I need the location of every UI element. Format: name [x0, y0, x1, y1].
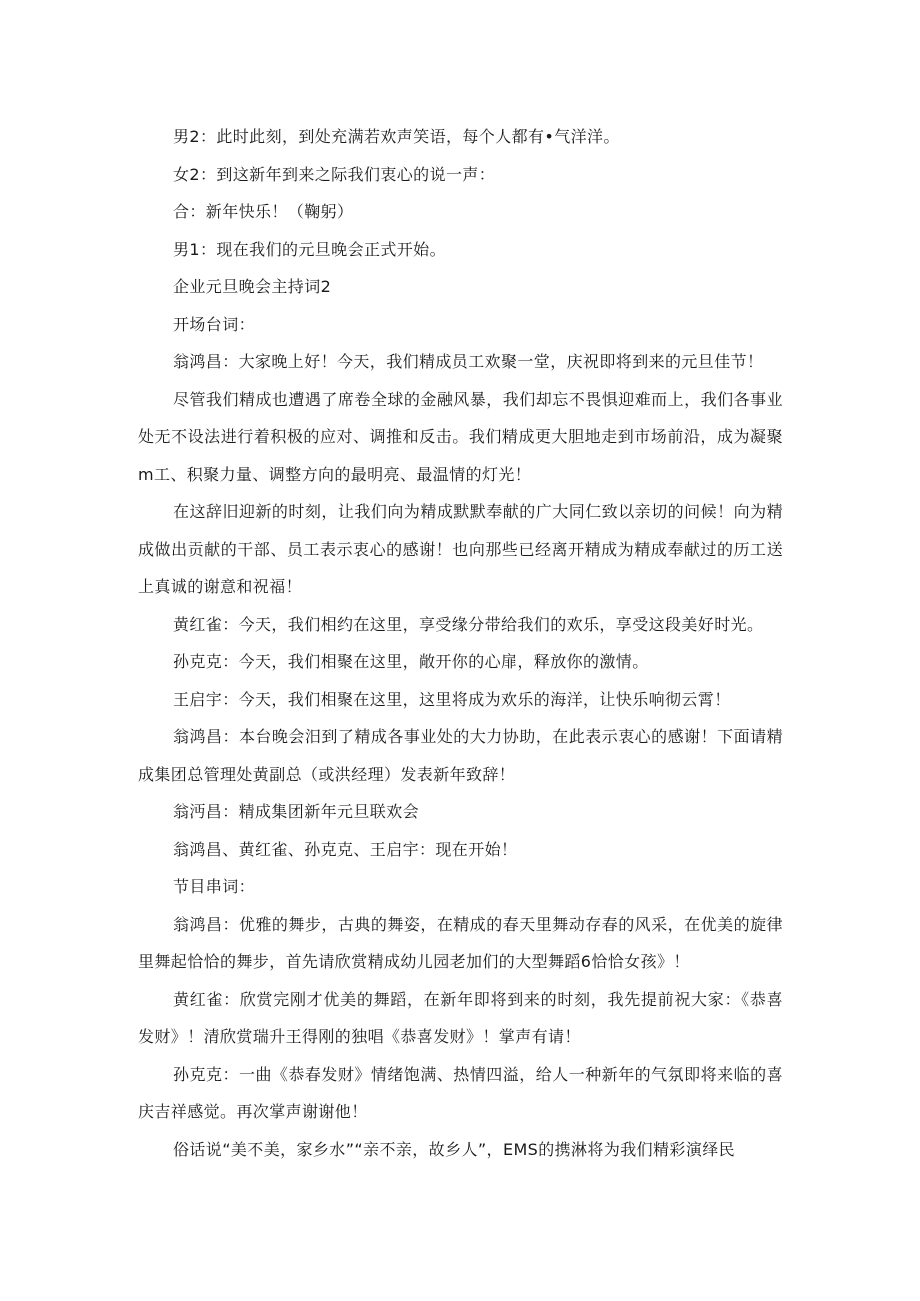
paragraph: 在这辞旧迎新的时刻，让我们向为精成默默奉献的广大同仁致以亲切的问候！向为精成做出贡献的干部、员工表示衷心的感谢！也向那些已经离开精成为精成奉献过的历工送上真诚的谢意和祝福！ — [138, 502, 783, 596]
paragraph: 翁沔昌：精成集团新年元旦联欢会 — [173, 802, 420, 821]
paragraph: 俗话说“美不美，家乡水”“亲不亲，故乡人”，EMS的携淋将为我们精彩演绎民 — [173, 1139, 736, 1159]
paragraph: 翁鸿昌：本台晚会汨到了精成各事业处的大力协助，在此表示衷心的感谢！下面请精成集团总管理处黄副总（或洪经理）发表新年致辞！ — [138, 727, 783, 784]
paragraph: 男1：现在我们的元旦晚会正式开始。 — [173, 239, 446, 259]
paragraph: 王启宇：今天，我们相聚在这里，这里将成为欢乐的海洋，让快乐响彻云霄！ — [173, 689, 731, 709]
paragraph: 合：新年快乐！（鞠躬） — [173, 202, 354, 221]
paragraph: 孙克克：今天，我们相聚在这里，敞开你的心扉，释放你的激情。 — [173, 652, 649, 671]
paragraph: 黄红雀：欣赏完刚才优美的舞蹈，在新年即将到来的时刻，我先提前祝大家：《恭喜发财》！清欣赏瑞升王得刚的独唱《恭喜发财》！掌声有请！ — [138, 989, 783, 1046]
paragraph: 翁鸿昌、黄红雀、孙克克、王启宇：现在开始！ — [173, 839, 518, 859]
document-body — [138, 118, 783, 1168]
paragraph: 黄红雀：今天，我们相约在这里，享受缘分带给我们的欢乐，享受这段美好时光。 — [173, 614, 764, 634]
paragraph: 女2：到这新年到来之际我们衷心的说一声： — [173, 164, 496, 184]
paragraph: 翁鸿昌：优雅的舞步，古典的舞姿，在精成的春天里舞动存春的风采，在优美的旋律里舞起恰恰的舞步，首先请欣赏精成幼儿园老加们的大型舞蹈6恰恰女孩》！ — [138, 914, 783, 971]
paragraph: 男2：此时此刻，到处充满若欢声笑语，每个人都有•气洋洋。 — [173, 127, 620, 146]
paragraph: 开场台词： — [173, 314, 256, 334]
section-heading: 企业元旦晚会主持词2 — [173, 277, 332, 296]
paragraph: 节目串词： — [173, 877, 256, 896]
paragraph: 尽管我们精成也遭遇了席卷全球的金融风暴，我们却忘不畏惧迎难而上，我们各事业处无不设法进行着积极的应对、调推和反击。我们精成更大胆地走到市场前沿，成为凝聚m工、积聚力量、调整方向的最明亮、最温情的灯光！ — [138, 389, 783, 484]
paragraph: 孙克克：一曲《恭春发财》情绪饱满、热情四溢，给人一种新年的气氛即将来临的喜庆吉祥感觉。再次掌声谢谢他！ — [138, 1064, 783, 1121]
paragraph: 翁鸿昌：大家晚上好！今天，我们精成员工欢聚一堂，庆祝即将到来的元旦佳节！ — [173, 352, 764, 371]
